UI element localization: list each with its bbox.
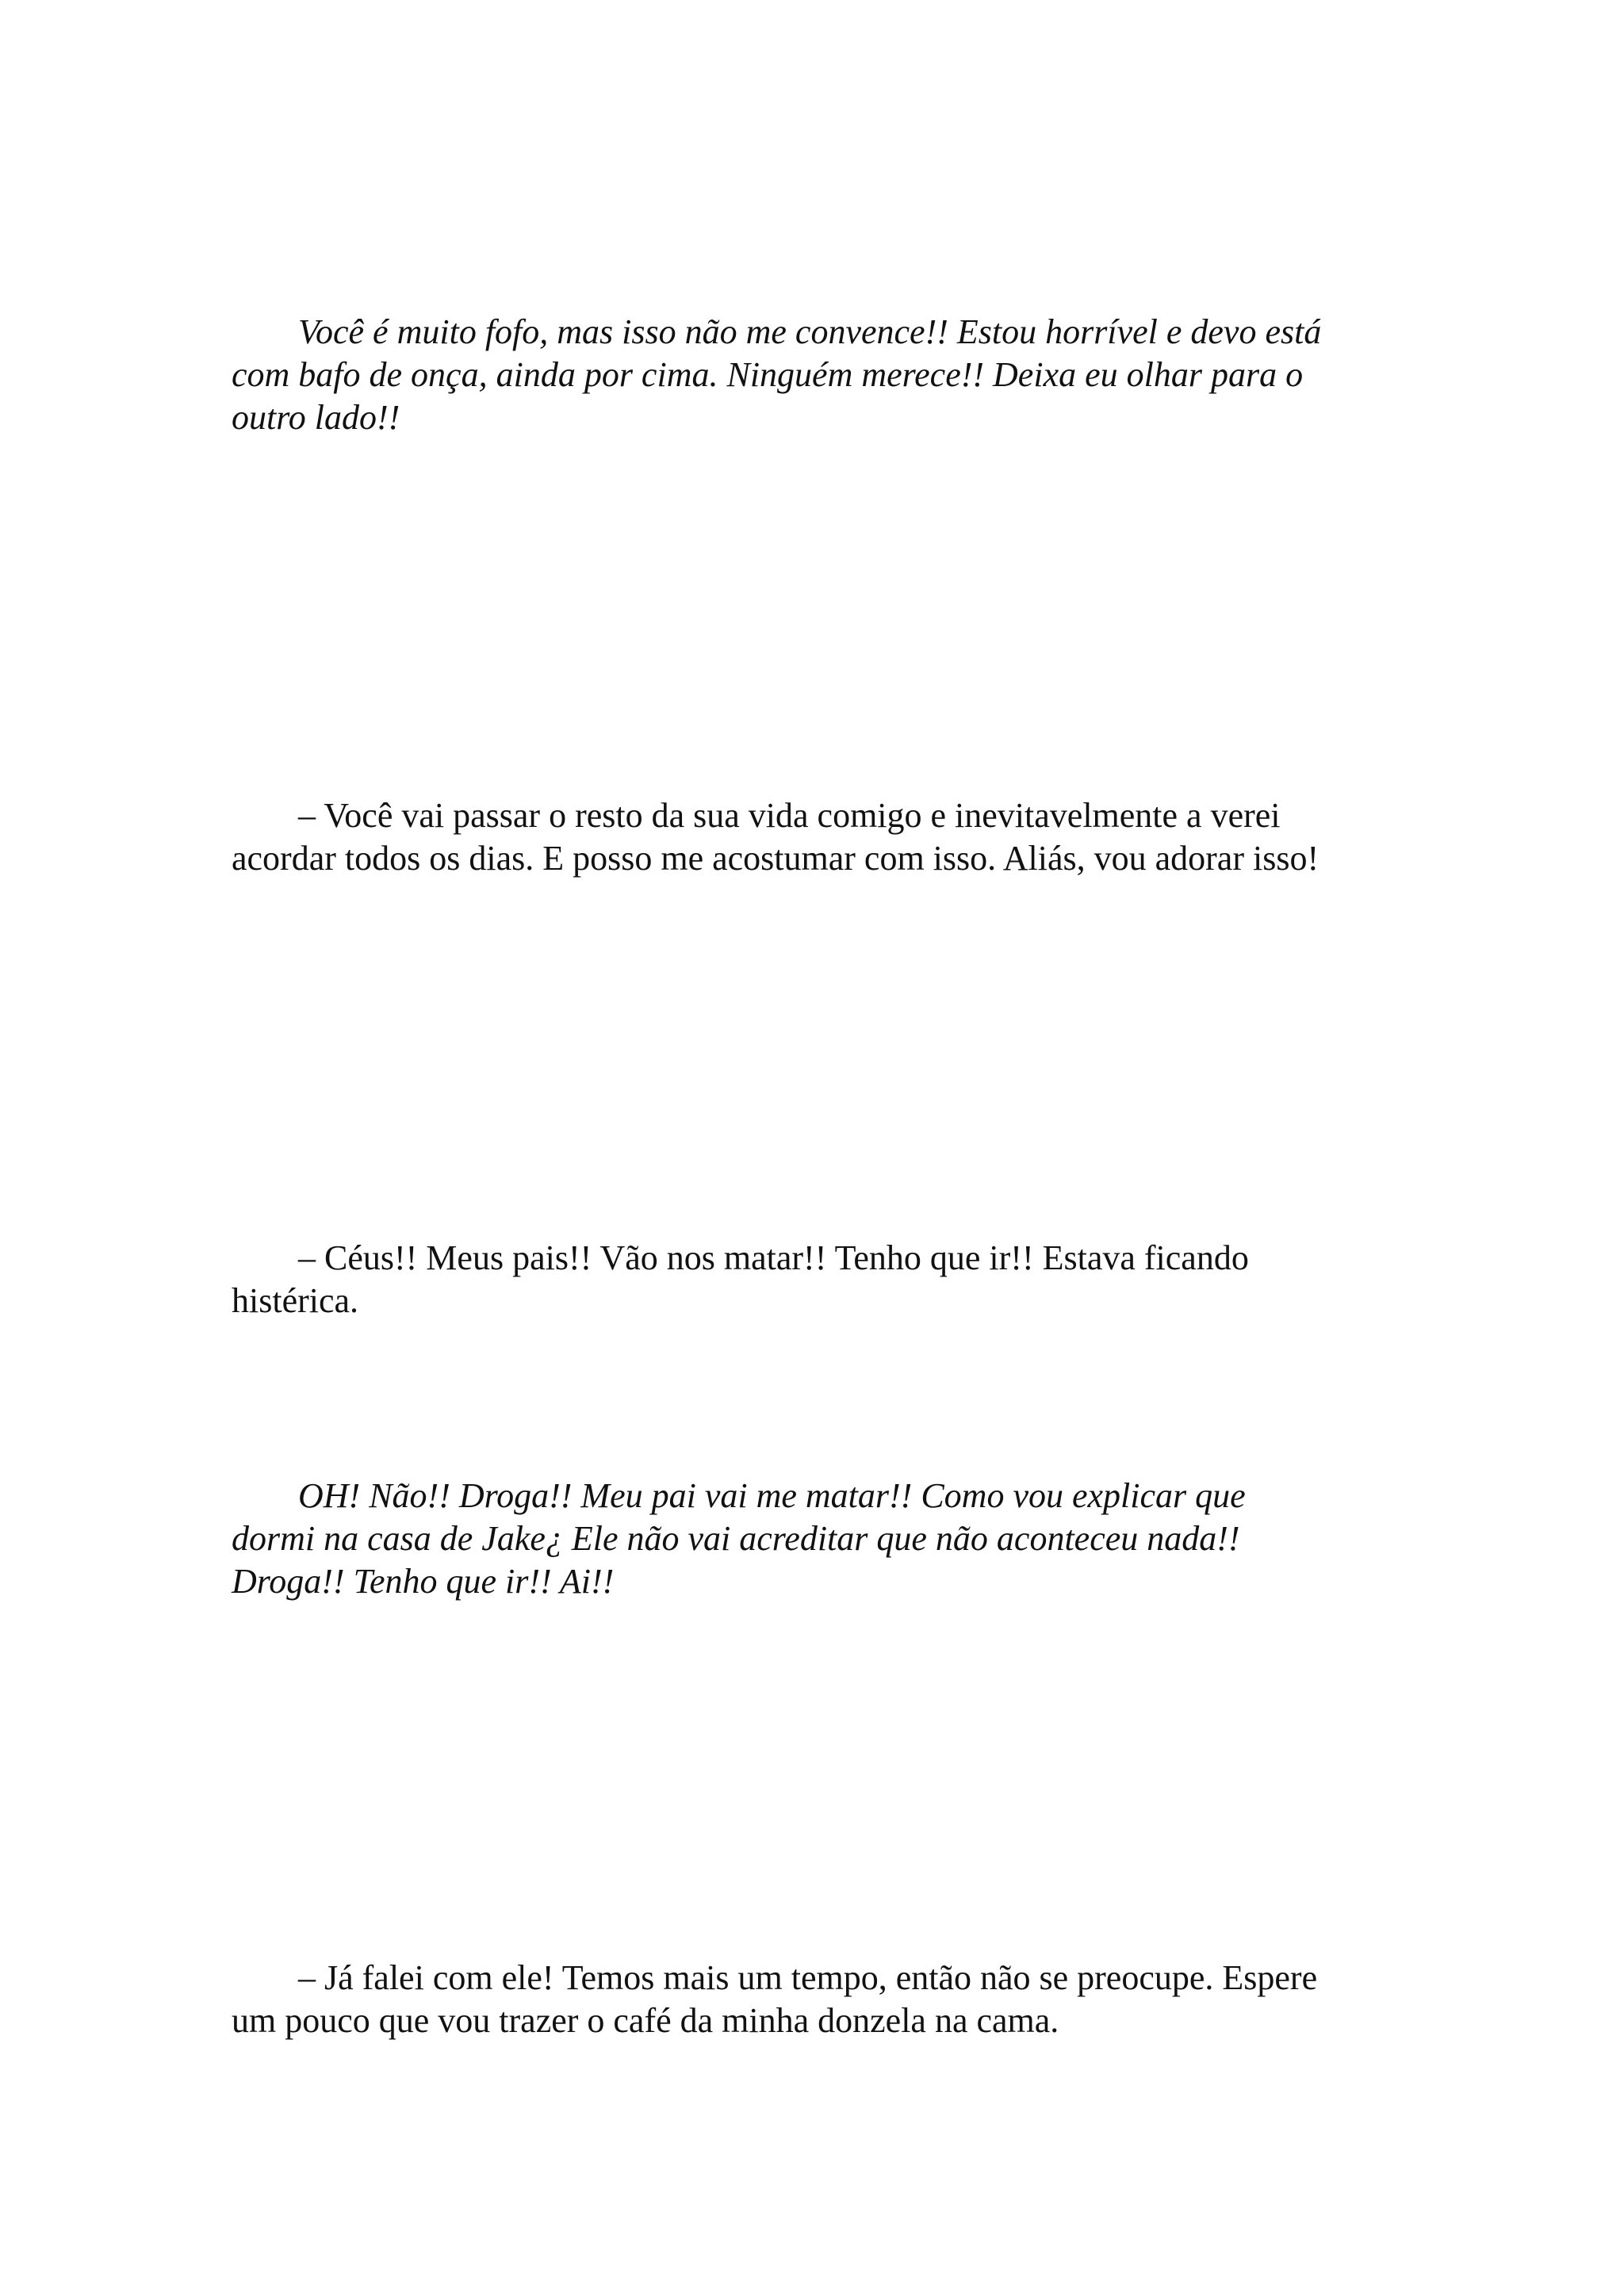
paragraph-inner-thought-2: OH! Não!! Droga!! Meu pai vai me matar!! Como vou explicar que dormi na casa de Jake¿ Ele não vai acreditar que não aconteceu nada!! Droga!! Tenho que ir!! Ai!! [232, 1476, 1246, 1601]
paragraph-dialogue-1: – Você vai passar o resto da sua vida comigo e inevitavelmente a verei acordar todos os dias. E posso me acostumar com isso. Aliás, vou adorar isso! [232, 796, 1320, 878]
paragraph-dialogue-2: – Céus!! Meus pais!! Vão nos matar!! Tenho que ir!! Estava ficando histérica. [232, 1238, 1249, 1320]
paragraph-dialogue-3: – Já falei com ele! Temos mais um tempo, então não se preocupe. Espere um pouco que vou trazer o café da minha donzela na cama. [232, 1958, 1318, 2040]
paragraph-inner-thought-1: Você é muito fofo, mas isso não me convence!! Estou horrível e devo está com bafo de onça, ainda por cima. Ninguém merece!! Deixa eu olhar para o outro lado!! [232, 312, 1322, 437]
